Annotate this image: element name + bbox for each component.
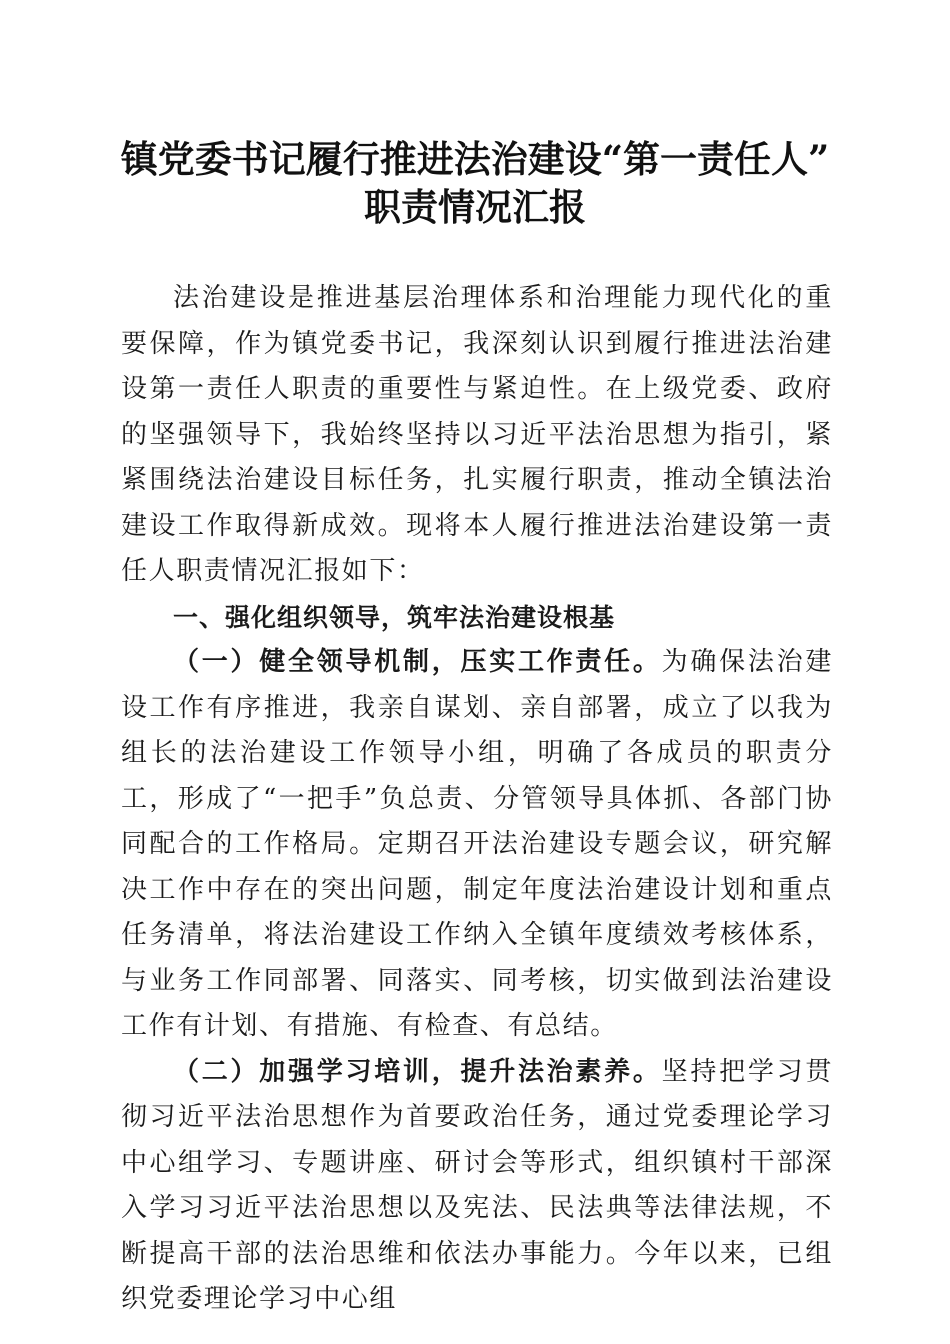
item-paragraph-1 (121, 640, 833, 1050)
title-line-2: 职责情况汇报 (364, 185, 586, 229)
item-lead-2: （二）加强学习培训，提升法治素养。 (173, 1056, 662, 1087)
item-text-2: 坚持把学习贯彻习近平法治思想作为首要政治任务，通过党委理论学习中心组学习、专题讲座、研讨会等形式，组织镇村干部深入学习习近平法治思想以及宪法、民法典等法律法规，不断提高干部的法治思维和依法办事能力。今年以来，已组织党委理论学习中心组 (121, 1056, 833, 1314)
intro-paragraph: 法治建设是推进基层治理体系和治理能力现代化的重要保障，作为镇党委书记，我深刻认识到履行推进法治建设第一责任人职责的重要性与紧迫性。在上级党委、政府的坚强领导下，我始终坚持以习近平法治思想为指引，紧紧围绕法治建设目标任务，扎实履行职责，推动全镇法治建设工作取得新成效。现将本人履行推进法治建设第一责任人职责情况汇报如下： (121, 283, 833, 586)
item-text-1: 为确保法治建设工作有序推进，我亲自谋划、亲自部署，成立了以我为组长的法治建设工作领导小组，明确了各成员的职责分工，形成了“一把手”负总责、分管领导具体抓、各部门协同配合的工作格局。定期召开法治建设专题会议，研究解决工作中存在的突出问题，制定年度法治建设计划和重点任务清单，将法治建设工作纳入全镇年度绩效考核体系，与业务工作同部署、同落实、同考核，切实做到法治建设工作有计划、有措施、有检查、有总结。 (121, 647, 833, 1041)
document-body (121, 276, 833, 1323)
item-lead-1: （一）健全领导机制，压实工作责任。 (173, 647, 662, 677)
section-heading-1: 一、强化组织领导，筑牢法治建设根基 (173, 602, 616, 632)
item-paragraph-2 (121, 1050, 833, 1323)
title-line-1: 镇党委书记履行推进法治建设“第一责任人” (120, 137, 830, 181)
